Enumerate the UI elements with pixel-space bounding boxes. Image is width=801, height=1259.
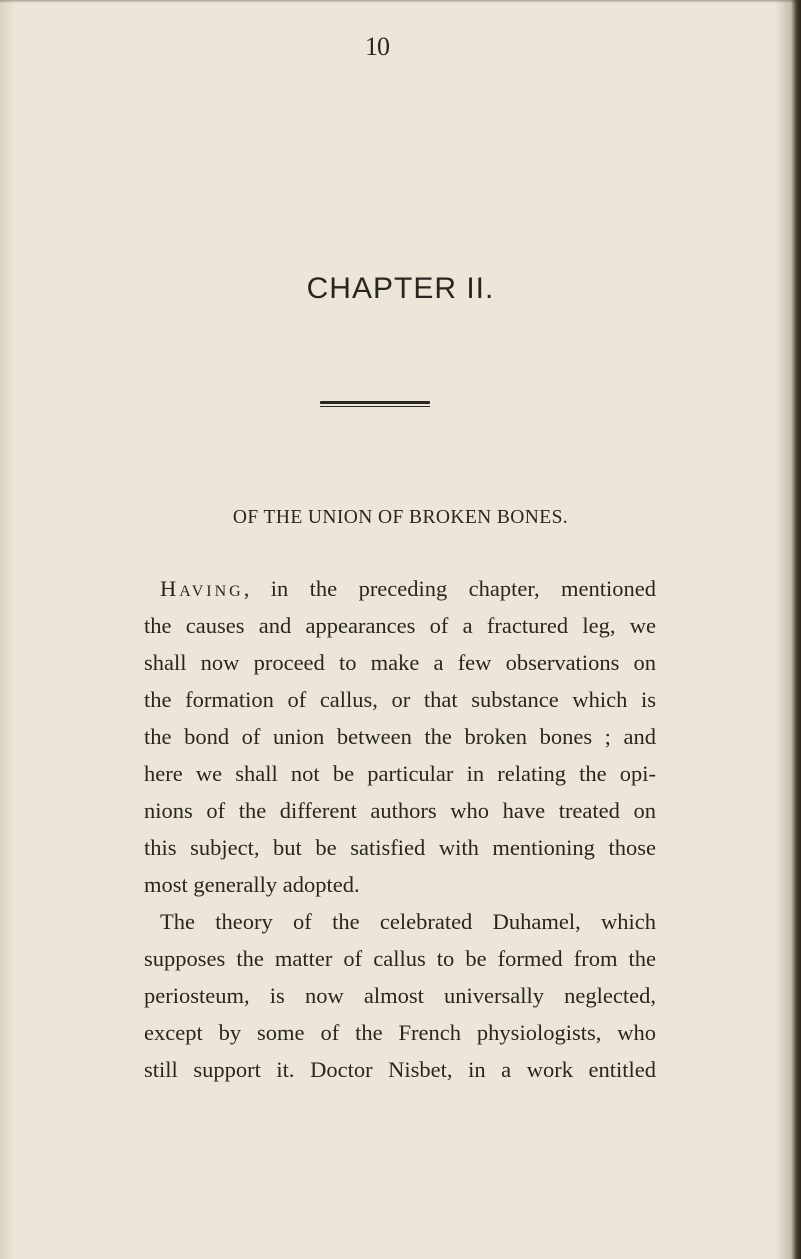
- text-line: still support it. Doctor Nisbet, in a work entitled: [144, 1057, 656, 1082]
- text-line: The theory of the celebrated Duhamel, which: [160, 909, 656, 934]
- page-top-edge: [0, 0, 801, 3]
- text-line: periosteum, is now almost universally neglected,: [144, 983, 656, 1008]
- lead-word: Having: [160, 576, 244, 601]
- text-line: nions of the different authors who have treated on: [144, 798, 656, 823]
- ornamental-rule: [320, 401, 430, 407]
- text-line: except by some of the French physiologists, who: [144, 1020, 656, 1045]
- page-number: 10: [365, 32, 389, 61]
- text-line: the bond of union between the broken bones ; and: [144, 724, 656, 749]
- text-line: here we shall not be particular in relating the opi-: [144, 761, 656, 786]
- chapter-title: CHAPTER II.: [306, 272, 495, 305]
- text-line: supposes the matter of callus to be formed from the: [144, 946, 656, 971]
- body-text: [144, 570, 656, 1088]
- binding-shadow: [791, 0, 801, 1259]
- text-line: the formation of callus, or that substance which is: [144, 687, 656, 712]
- section-heading: OF THE UNION OF BROKEN BONES.: [232, 507, 569, 528]
- text-line: the causes and appearances of a fractured leg, we: [144, 613, 656, 638]
- text-line: shall now proceed to make a few observations on: [144, 650, 656, 675]
- rule-thick: [320, 401, 430, 404]
- text-line: most generally adopted.: [144, 872, 360, 897]
- rule-thin: [320, 406, 430, 407]
- text-line: this subject, but be satisfied with mentioning those: [144, 835, 656, 860]
- first-line-rest: , in the preceding chapter, mentioned: [243, 576, 656, 601]
- text-line: [144, 570, 656, 607]
